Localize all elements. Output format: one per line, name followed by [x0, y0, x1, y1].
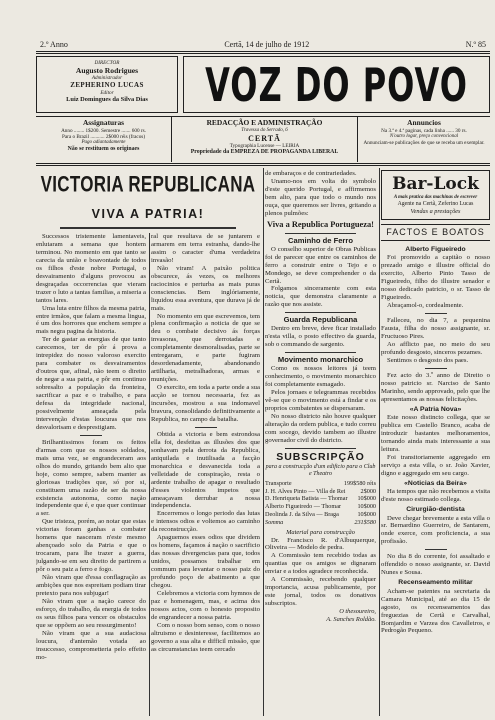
news-paragraph: Sentimos o desgosto dos paes. [387, 356, 469, 364]
printer: Typographia Lucense — LEIRIA [229, 142, 300, 149]
article-paragraph: Encerremos o longo periodo das lutas e intensos odios e voltemos ao caminho da reconstrucção. [151, 510, 260, 534]
article-paragraph: Unamo-nos em volta do symbolo d'este querido Portugal, e affirmemos bem alto, para que todo o mundo nos ouça, que queremos ser livres, gritando a plenos pulmões: [265, 177, 376, 217]
main-headline: VICTORIA REPUBLICANA [40, 172, 256, 197]
news-paragraph: No dia 8 do corrente, foi assaltado e offendido o nosso assignante, sr. David Nunes e Sousa. [381, 553, 490, 577]
article-paragraph: Obtida a victoria e bem estrondosa ella foi, desfeitas as illusões dos que sonhavam pela derrota da Republica, aniquilada e inutilisada a facção monarchica e desvanecida toda a velleidade de conspiração, resta o ardente trabalho de apagar o resultado d'esses violentos impetos que ameaçavam derrubar a nossa independencia. [151, 430, 260, 510]
news-paragraph: Ha tempos que não recebemos a visita d'este nosso estimado collega. [381, 488, 490, 504]
separator [425, 313, 447, 314]
typewriter-advert [381, 170, 490, 220]
separator [195, 427, 217, 428]
news-paragraph: Dr. Francisco R. d'Albuquerque, Oliveira — Modelo de pedra. [265, 536, 376, 552]
advertising-block [358, 117, 490, 162]
advert-brand: Bar-Lock [392, 174, 479, 194]
section-rule [285, 352, 356, 353]
article-paragraph: ral que resultava de se juntarem e armarem em terra estranha, dando-lhe assim o caracter d'uma verdadeira invasão! [151, 233, 260, 264]
section-rule [285, 312, 356, 313]
closing-cry: Viva a Republica Portugueza! [267, 219, 374, 229]
donor-name: D. Henriqueta Batista — Thomar [265, 495, 348, 503]
news-paragraph: Ao afflicto pae, no meio do seu profundo desgosto, sinceros pezames. [381, 340, 490, 356]
article-paragraph: Brilhantissimos foram os feitos d'armas com que os nossos soldados, mais uma vez, se engrandeceram aos olhos do mundo, gritando bem alto que hoje, como sempre, sabem manter as gloriosas tradições que, só por si, constituem uma razão de ser da nossa existencia autonoma, como nação independente que é, e que quer continuar a ser. [36, 438, 146, 518]
article-paragraph: Uma luta entre filhos da mesma patria, entre irmãos, que falam a mesma lingua, é um dos horrores que enchem sempre a mais negra pagina da historia. [36, 304, 146, 336]
news-heading: Cirurgião-dentista [406, 506, 465, 514]
subscription-row [265, 480, 376, 488]
donation-amount: 199$580 réis [343, 479, 376, 487]
news-heading: «A Patria Nova» [409, 405, 462, 413]
separator [425, 368, 447, 369]
column-rule [263, 168, 264, 716]
section-heading-monarchist-movement: Movimento monarchico [277, 355, 364, 365]
subscription-caption: para a construcção d'um edificio para o Club e Theatro [265, 463, 376, 477]
donation-amount: 10$000 [357, 510, 376, 518]
signature-role: O thesoureiro, [339, 608, 376, 616]
editor-name: Luiz Domingues da Silva Dias [66, 95, 148, 103]
article-paragraph: O exercito, em toda a parte onde a sua acção se tornou necessaria, fez as incursões, mostrou a sua indomavel bravura, consolidando definitivamente a Republica, no campo da batalha. [151, 384, 260, 423]
article-paragraph: Com o nosso bom senso, com o nosso altruismo e desinteresse, facilitemos ao governo a sua alta e difficil missão, que as circumstancias teem cercado [151, 621, 260, 653]
news-paragraph: Deve chegar brevemente a esta villa o sr. Bernardino Guerreiro, de Santarem, onde exerce, com proficiencia, a sua profissão. [381, 514, 490, 546]
redaction-address: Travessa do Serrado, 6 [241, 127, 288, 133]
news-paragraph: Falleceu, no dia 7, a pequenina Fausta, filha do nosso assignante, sr. Fructuoso Pires. [381, 316, 490, 340]
administrator-name: ZEPHERINO LUCAS [70, 81, 144, 89]
material-heading: Material para construcção [286, 528, 355, 536]
masthead-top-rule [36, 51, 490, 54]
news-paragraph: Este nosso distincto collega, que se publica em Castello Branco, acaba de introduzir bastantes melhoramentos, tornando ainda mais interessante a sua leitura. [381, 414, 490, 453]
news-column-4 [381, 170, 490, 716]
redaction-town: CERTÃ [248, 133, 281, 143]
section-heading-railway: Caminho de Ferro [288, 235, 353, 245]
news-paragraph: Foi promovido a capitão o nosso prezado amigo e illustre official do exercito, Alberto Pinto Tasso de Figueiredo, filho do illustre senador e nosso dedicado patricio, o sr. Tasso de Figueiredo. [381, 254, 490, 302]
advertising-publications-note: Annunciam-se publicações de que se receba um exemplar. [363, 139, 485, 146]
advert-agent: Agente na Certã, Zeferino Lucas [397, 201, 474, 207]
issue-year: 2.º Anno [40, 40, 68, 49]
newspaper-title: VOZ DO POVO [205, 56, 468, 113]
donor-name: Deolinda J. da Silva — Braga [265, 510, 339, 518]
issue-line [36, 39, 490, 50]
total-amount: 231$580 [354, 518, 376, 526]
advert-tagline: A mais pratica das machinas de escrever [393, 195, 478, 200]
originals-note: Não se restituem os originaes [67, 146, 140, 153]
news-paragraph: A Commissão, recebendo qualquer importancia, acusa publicamente, por este jornal, todos os donativos subscriptos. [265, 576, 376, 608]
news-heading: Recenseamento militar [398, 579, 473, 587]
subscriptions-title: Assignaturas [82, 118, 125, 127]
article-paragraph: Ter de gastar as energias de que tanto carecemos, ter de pôr á prova a intrepidez do nosso valoroso exercito para combater os desvairamentos d'outros que, afinal, não teem o direito de negar a sua patria, e pôr em continuo sobresalto a população da fronteira, sacrificar a paz e o trabalho, e para defesa da integridade nacional, possivelmente ameaçada pela intervenção d'estas loucuras que nos desvalorisam e desprestigiam. [36, 336, 146, 431]
administrator-label: Administrador [91, 75, 123, 81]
section-title-facts: FACTOS E BOATOS [381, 224, 490, 241]
news-paragraph: Dentro em breve, deve ficar installado n'esta villa, o posto effectivo da guarda, sob o commando de sargento. [265, 325, 376, 349]
article-paragraph: Celebremos a victoria com hymnos de paz e homenagem, mas, e acima dos nossos actos, com o honesto proposito de engrandecer a nossa patria. [151, 589, 260, 621]
section-heading-guard: Guarda Republicana [283, 315, 358, 325]
column-rule [379, 168, 380, 716]
donor-name: Alberto Figueiredo — Thomar [265, 503, 342, 511]
donation-amount: 2$000 [360, 487, 376, 495]
news-heading: Alberto Figueiredo [405, 245, 466, 253]
news-paragraph: Abraçamol-o, cordealmente. [387, 302, 464, 310]
article-paragraph: Apaguemos esses odios que dividem os homens, façamos á nação o sacrificio das nossas divergencias para que, todos unidos, possamos trabalhar em commum para levantar o nosso paiz do profundo poço de abatimento a que chegou. [151, 534, 260, 589]
director-name: Augusto Rodrigues [75, 66, 139, 75]
news-paragraph: Como os nossos leitores já teem conhecimento, o movimento monarchico foi completamente esmagado. [265, 365, 376, 389]
advertising-other-rate: N'outro logar, preço convencional [389, 133, 459, 139]
advertising-line-rate: Na 3.ª e 4.ª paginas, cada linha ...... 30 rs. [381, 127, 467, 134]
donor-name: J. H. Alves Pinto — Villa de Rei [265, 487, 346, 495]
section-rule [285, 448, 356, 449]
advertising-title: Annuncios [407, 118, 441, 127]
article-paragraph: Successos tristemente lamentaveis, enlutaram a semana que hontem terminou. No momento em que tanto se carecia da união e boavontade de todos os filhos d'este nobre Portugal, o desvairamento d'alguns provocou as desgraçadas occorrencias que vieram trazer o luto a tantas familias, a miseria a tantos lares. [36, 233, 146, 304]
donation-amount: 10$000 [357, 495, 376, 503]
masthead-title-box [183, 56, 490, 113]
donation-amount: 10$000 [357, 503, 376, 511]
signature-name: A. Sanches Roldão. [326, 615, 376, 623]
news-paragraph: O conselho superior de Obras Publicas foi de parecer que entre os caminhos de ferro a construir entre o Tejo e o Mondego, se deve comprehender o da Certã. [265, 245, 376, 285]
band-bottom-rule [36, 163, 490, 166]
staff-box [36, 56, 178, 113]
subscriptions-block [36, 117, 172, 162]
subscription-row [265, 511, 376, 519]
news-column-3 [265, 170, 376, 716]
headline-rule [60, 227, 236, 229]
info-band [36, 117, 490, 162]
column-rule [149, 233, 150, 716]
news-paragraph: Fez acto do 3.º anno de Direito o nosso patricio sr. Narciso de Santo Marinho, sendo approvado, pelo que lhe apresentamos as nossas felicitações. [381, 371, 490, 403]
issue-number: N.º 85 [465, 40, 486, 49]
owner: Propriedade da EMPREZA DE PROPAGANDA LIBERAL [190, 148, 339, 155]
news-paragraph: Foi transitoriamente aggregado em serviço a esta villa, o sr. João Xavier, digno e aggregado em seu cargo. [381, 453, 490, 477]
sub-headline: VIVA A PATRIA! [91, 207, 205, 221]
subscription-total-row [265, 519, 376, 527]
news-paragraph: No nosso districto não houve qualquer alteração da ordem publica, e tudo correu com socego, devido tambem ao illustre governador civil do districto. [265, 412, 376, 444]
subscription-year-rate: Anno ........ 1$200. Semestre ....... 600 rs. [61, 127, 146, 134]
article-paragraph: Não viram que d'essa conflagração as ambições que nos espreitam podiam tirar pretexto para nos subjugar! [36, 574, 146, 597]
article-column-1 [36, 233, 146, 716]
section-rule [285, 233, 356, 234]
total-label: Somma [265, 518, 284, 526]
separator [425, 549, 447, 550]
dateline: Certã, 14 de julho de 1912 [224, 40, 310, 49]
advert-sales: Vendas a prestações [410, 208, 461, 216]
director-label: DIRECTOR [94, 60, 120, 66]
subscription-prepaid-note: Pago adiantadamente [81, 140, 126, 146]
donor-name: Transporte [265, 479, 292, 487]
subscription-row [265, 503, 376, 511]
article-paragraph: No momento em que escrevemos, tem plena confirmação a noticia de que se deu o combate decisivo ás forças invasoras, que derrotadas e completamente desmoralisadas, parte se entregaram, e parte fugiram desordenadamente, abandonando artilharia, metralhadoras, armas e munições. [151, 312, 260, 384]
news-paragraph: Acham-se patentes na secretaria da Camara Municipal, até ao dia 15 de agosto, os recenseamentos das freguezias de Certã e Carvalhal, Bomjardim e Varzea dos Cavalleiros, e Pedrogão Pequeno. [381, 587, 490, 635]
separator [80, 435, 102, 436]
subscription-row [265, 488, 376, 496]
redaction-block [172, 117, 358, 162]
subscription-brazil-rate: Para o Brazil ........... 2$000 réis (fracos) [61, 133, 146, 140]
news-heading: «Noticias da Beira» [404, 479, 467, 487]
article-paragraph: Que tristeza, porém, ao notar que estas victorias foram ganhas a combater homens que nasceram n'este mesmo abençoado solo da Patria e que o trocaram, para lhe trazer a guerra, julgando-se em seu direito de partirem a pôr o seu paiz a ferro e fogo. [36, 518, 146, 574]
news-paragraph: Pelos jornaes e telegrammas recebidos vê-se que o movimento está a findar e os proprios combatentes se dispersaram. [265, 389, 376, 412]
subscription-row [265, 495, 376, 503]
article-paragraph: Não viram que a sua audaciosa loucura, d'antemão votada ao insuccesso, comprometteria pelo effeito mo- [36, 629, 146, 661]
redaction-title: REDACÇÃO E ADMINISTRAÇÃO [206, 118, 323, 127]
editor-label: Editor [100, 89, 114, 96]
article-paragraph: Não viram! A paixão politica obscurece, ás vezes, os melhores raciocinios e perturba as mais puras consciencias. Bem inglóriamente, liquidou essa aventura, que durava já de mais. [151, 264, 260, 312]
subscription-heading: SUBSCRIPÇÃO [276, 450, 365, 463]
news-paragraph: A Commissão tem recebido todas as quantias que os amigos se dignaram enviar e a todos agradece reconhecida. [265, 552, 376, 576]
news-paragraph: Folgamos sinceramente com esta noticia, que demonstra claramente a razão que nos assiste. [265, 285, 376, 309]
article-paragraph: de embaraços e de contrariedades. [265, 170, 357, 177]
article-column-2 [151, 233, 260, 716]
article-paragraph: Não viram que a nação carece do esforço, do trabalho, da energia de todos os seus filhos para vencer os obstaculos que se oppõem ao seu ressurgimento! [36, 597, 146, 629]
